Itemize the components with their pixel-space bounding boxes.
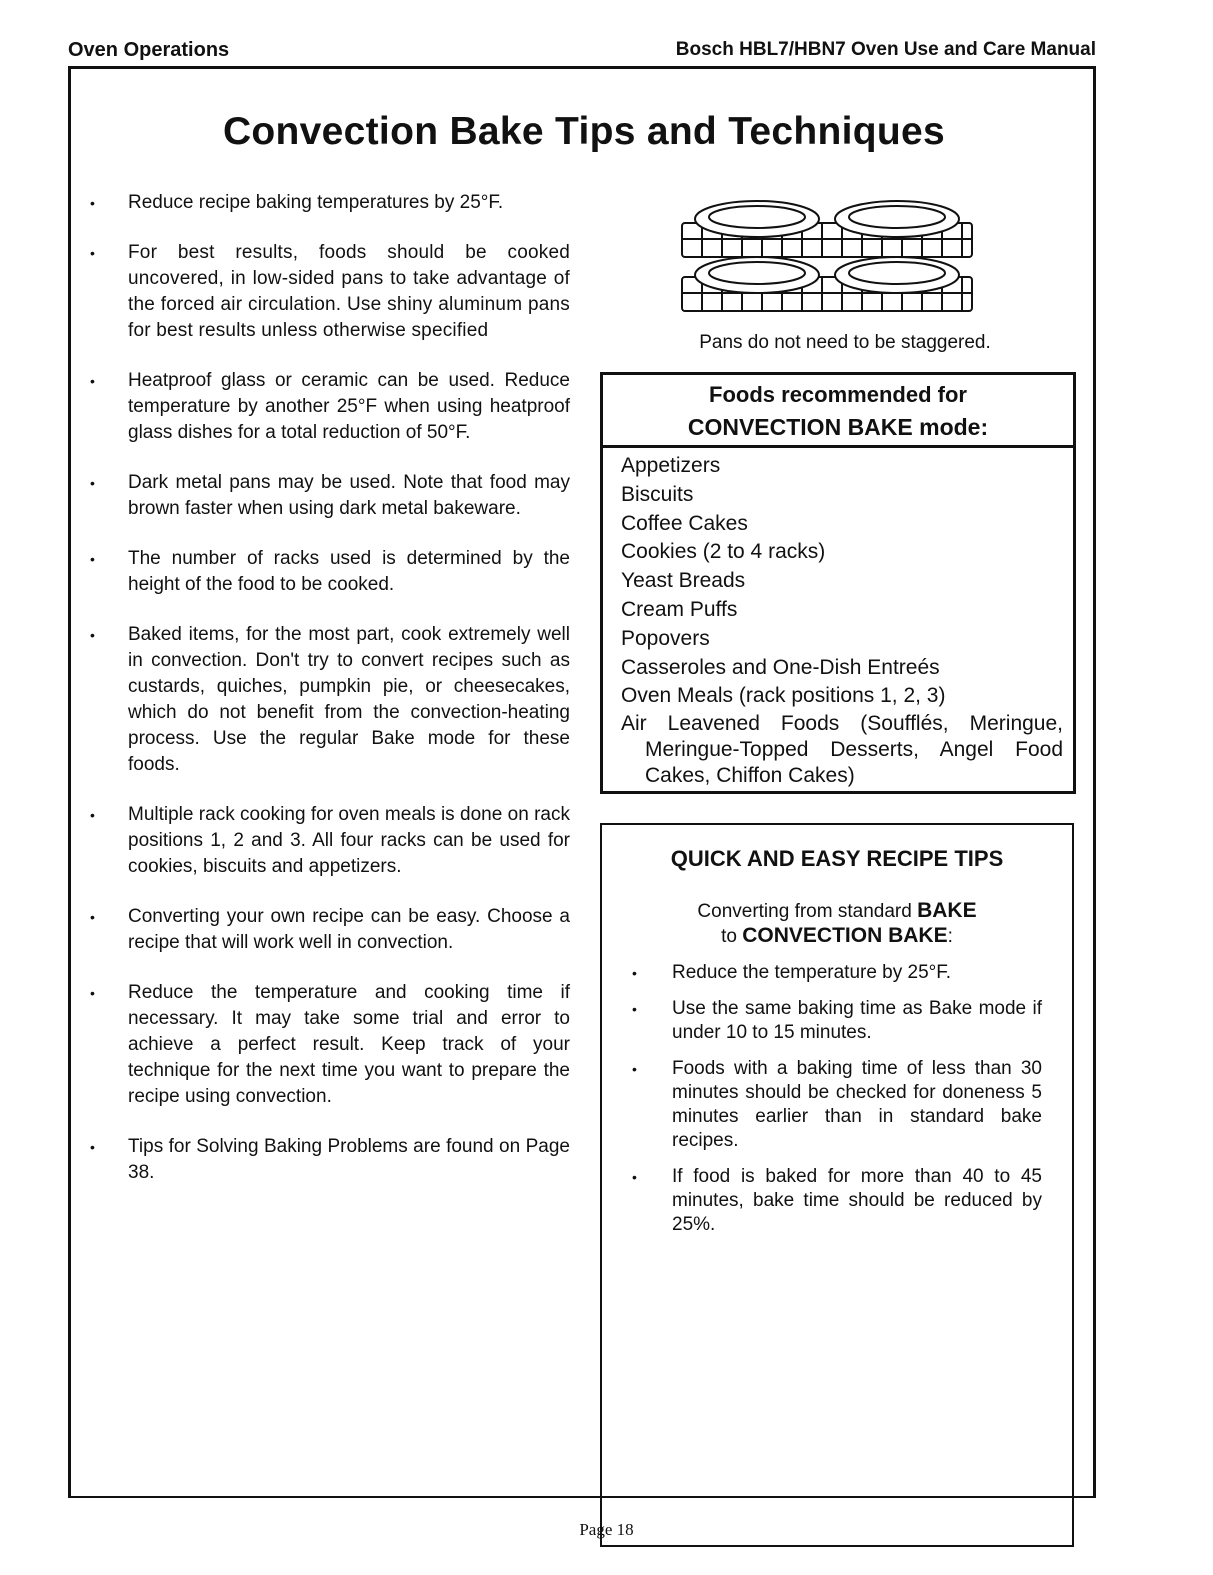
upper-pans-icon <box>695 201 959 237</box>
food-item: Biscuits <box>621 482 694 506</box>
quick-tip-item: • Foods with a baking time of less than 30 minutes should be checked for doneness 5 minutes earlier than in standard bake recipes. <box>632 1057 1042 1153</box>
lower-pans-icon <box>695 257 959 293</box>
quick-tips-title: QUICK AND EASY RECIPE TIPS <box>670 846 1004 871</box>
foods-heading-line2: CONVECTION BAKE mode: <box>687 414 989 440</box>
figure-caption: Pans do not need to be staggered. <box>699 332 991 353</box>
food-item: Coffee Cakes <box>621 511 748 535</box>
tip-item: • Reduce the temperature and cooking time if necessary. It may take some trial and error to achieve a perfect result. Keep track of your technique for the next time you want to prepare the recipe using convection. <box>90 980 570 1110</box>
tip-item: • For best results, foods should be cooked uncovered, in low-sided pans to take advantage of the forced air circulation. Use shiny aluminum pans for best results unless otherwise specified <box>90 240 570 344</box>
subtitle-convection-bake: CONVECTION BAKE <box>742 924 948 947</box>
food-item: Appetizers <box>621 454 721 477</box>
food-item: Popovers <box>621 626 710 650</box>
tip-item: • Converting your own recipe can be easy. Choose a recipe that will work well in convection. <box>90 904 570 956</box>
foods-box-heading <box>603 375 1073 448</box>
page-title: Convection Bake Tips and Techniques <box>222 110 946 153</box>
quick-tip-item: • If food is baked for more than 40 to 45 minutes, bake time should be reduced by 25%. <box>632 1165 1042 1237</box>
rack-pans-illustration <box>672 195 982 320</box>
tip-item: • Reduce recipe baking temperatures by 25°F. <box>90 190 570 216</box>
section-title: Oven Operations <box>68 39 230 61</box>
manual-title: Bosch HBL7/HBN7 Oven Use and Care Manual <box>675 39 1096 60</box>
quick-tips-box <box>600 823 1074 1547</box>
foods-list <box>603 448 1073 789</box>
subtitle-text: Converting from standard <box>697 901 912 922</box>
tip-item: • Tips for Solving Baking Problems are found on Page 38. <box>90 1134 570 1186</box>
subtitle-to: to <box>721 926 737 947</box>
tip-item: • Dark metal pans may be used. Note that food may brown faster when using dark metal bakeware. <box>90 470 570 522</box>
food-item: Cream Puffs <box>621 597 738 621</box>
food-item: Cookies (2 to 4 racks) <box>621 540 826 564</box>
quick-tips-list <box>602 949 1072 1237</box>
tips-column <box>90 190 570 1186</box>
page-number: Page 18 <box>579 1520 634 1539</box>
quick-tip-item: • Reduce the temperature by 25°F. <box>632 961 1042 985</box>
quick-tip-item: • Use the same baking time as Bake mode if under 10 to 15 minutes. <box>632 997 1042 1045</box>
foods-heading-line1: Foods recommended for <box>709 382 967 407</box>
recommended-foods-box <box>600 372 1076 794</box>
tip-item: • Heatproof glass or ceramic can be used. Reduce temperature by another 25°F when using heatproof glass dishes for a total reduction of 50°F. <box>90 368 570 446</box>
tip-item: • Baked items, for the most part, cook extremely well in convection. Don't try to convert recipes such as custards, quiches, pumpkin pie, or cheesecakes, which do not benefit from the convection-heating process. Use the regular Bake mode for these foods. <box>90 622 570 778</box>
food-item: Casseroles and One-Dish Entreés <box>621 655 940 679</box>
food-item: Yeast Breads <box>621 569 746 593</box>
subtitle-colon: : <box>947 926 953 947</box>
tip-item: • The number of racks used is determined by the height of the food to be cooked. <box>90 546 570 598</box>
subtitle-bake: BAKE <box>917 899 977 922</box>
food-item: Air Leavened Foods (Soufflés, Meringue, Meringue-Topped Desserts, Angel Food Cakes, Chiffon Cakes) <box>621 712 1063 788</box>
quick-tips-subtitle <box>602 899 1072 949</box>
food-item: Oven Meals (rack positions 1, 2, 3) <box>621 684 946 708</box>
tip-item: • Multiple rack cooking for oven meals is done on rack positions 1, 2 and 3. All four racks can be used for cookies, biscuits and appetizers. <box>90 802 570 880</box>
